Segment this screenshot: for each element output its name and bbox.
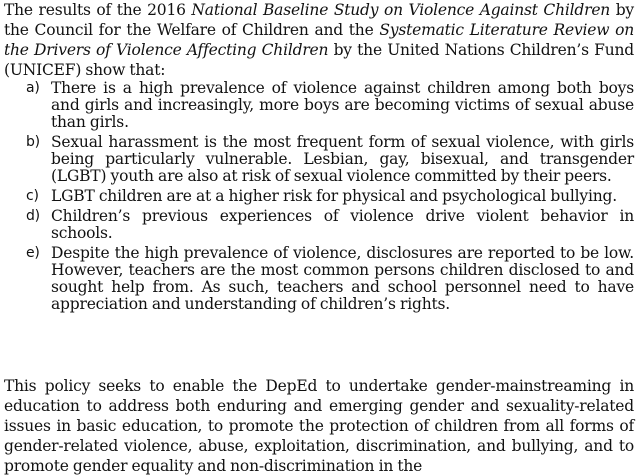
finding-item-d — [0, 208, 640, 242]
intro-text-part2: by the Council for the Welfare of Children and the — [4, 1, 634, 39]
finding-text: There is a high prevalence of violence against children among both boys and girls and increasingly, more boys are becoming victims of sexual abuse than girls. — [51, 79, 634, 131]
policy-paragraph: This policy seeks to enable the DepEd to undertake gender-mainstreaming in education to address both enduring and emerging gender and sexuality-related issues in basic education, to promote the protection of children from all forms of gender-related violence, abuse, exploitation, discrimination, and bullying, and to promote gender equality and non-discrimination in the — [4, 377, 634, 475]
finding-marker: e) — [26, 245, 40, 261]
finding-text: Sexual harassment is the most frequent form of sexual violence, with girls being particularly vulnerable. Lesbian, gay, bisexual, and transgender (LGBT) youth are also at risk of sexual violence committed by their peers. — [51, 133, 634, 185]
finding-item-e — [0, 245, 640, 313]
finding-item-b — [0, 134, 640, 185]
findings-list — [0, 80, 640, 316]
finding-text: Despite the high prevalence of violence, disclosures are reported to be low. However, teachers are the most common persons children disclosed to and sought help from. As such, teachers and school personnel need to have appreciation and understanding of children’s rights. — [51, 244, 634, 313]
finding-marker: c) — [26, 188, 39, 204]
finding-marker: a) — [26, 80, 40, 96]
finding-text: Children’s previous experiences of violence drive violent behavior in schools. — [51, 207, 634, 242]
intro-paragraph — [4, 0, 634, 80]
finding-marker: d) — [26, 208, 40, 224]
finding-item-a — [0, 80, 640, 131]
study-title-literature-review: Systematic Literature Review on the Drivers of Violence Affecting Children — [4, 21, 634, 59]
finding-item-c — [0, 188, 640, 205]
finding-text: LGBT children are at a higher risk for physical and psychological bullying. — [51, 187, 617, 205]
intro-text-part3: by the United Nations Children’s Fund (UNICEF) show that: — [4, 41, 634, 79]
finding-marker: b) — [26, 134, 40, 150]
study-title-baseline: National Baseline Study on Violence Against Children — [191, 1, 611, 19]
intro-text-part1: The results of the 2016 — [4, 1, 192, 19]
